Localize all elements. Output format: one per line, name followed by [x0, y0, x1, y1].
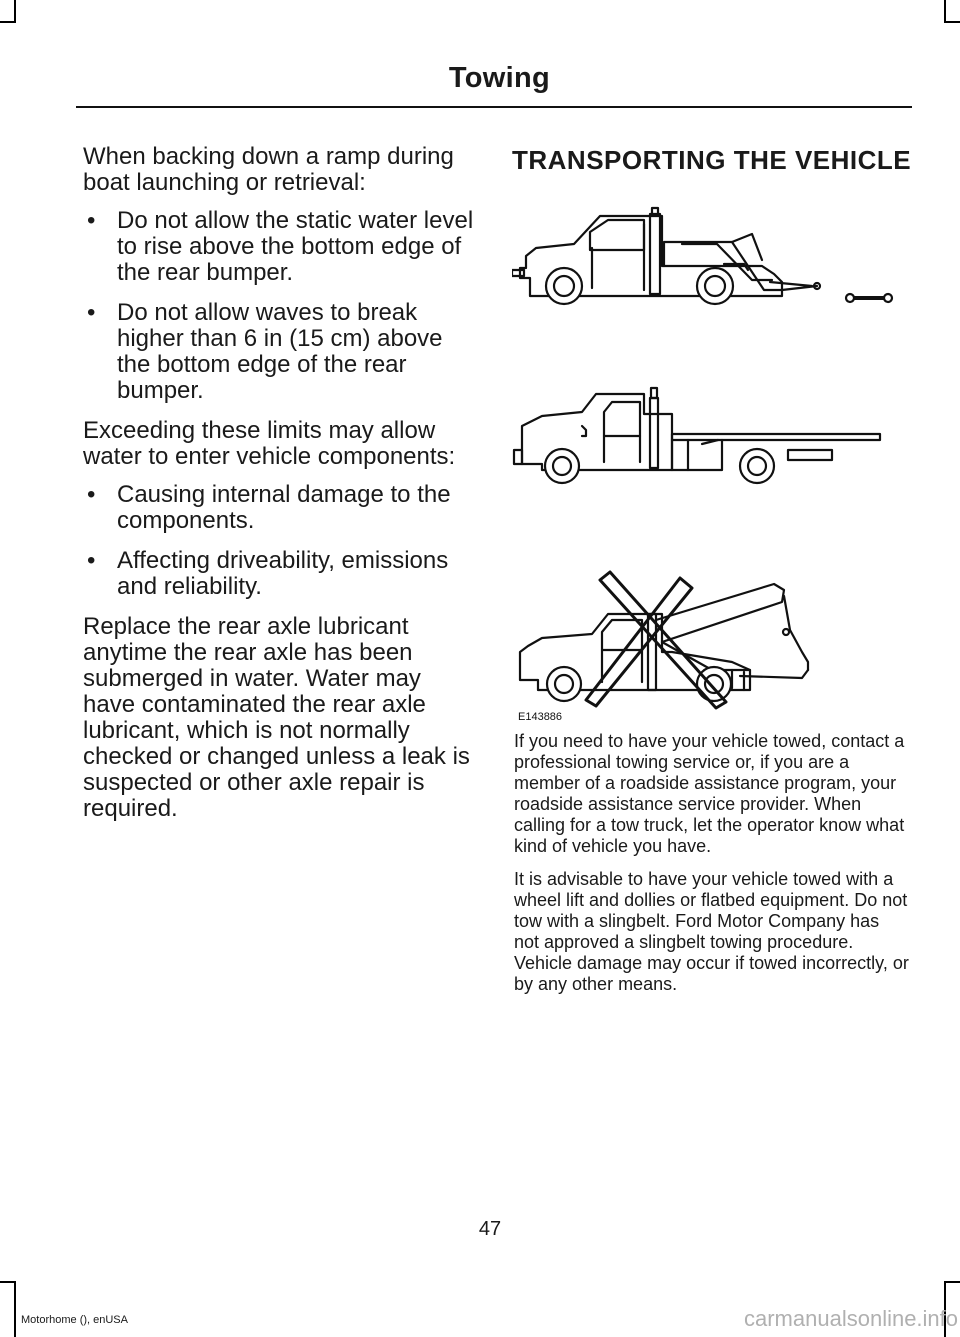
- crop-mark: [14, 0, 16, 22]
- wheel-lift-paragraph: It is advisable to have your vehicle towed with a wheel lift and dollies or flatbed equipment. Do not tow with a slingbelt. Ford Motor Company has not approved a slingbelt towing procedure. Vehicle damage may occur if towed incorrectly, or by any other means.: [514, 869, 909, 994]
- wheel-lift-truck-icon: [512, 208, 892, 304]
- list-item: • Affecting driveability, emissions and reliability.: [83, 548, 478, 600]
- list-item: • Do not allow waves to break higher than 6 in (15 cm) above the bottom edge of the rear bumper.: [83, 300, 478, 404]
- section-heading: TRANSPORTING THE VEHICLE: [512, 145, 912, 175]
- header-divider: [76, 106, 912, 108]
- list-item: • Causing internal damage to the components.: [83, 482, 478, 534]
- figure-label: E143886: [518, 711, 563, 723]
- crop-mark: [0, 21, 16, 23]
- list-item: • Do not allow the static water level to rise above the bottom edge of the rear bumper.: [83, 208, 478, 286]
- crop-mark: [944, 21, 960, 23]
- crop-mark: [0, 1281, 16, 1283]
- page-title: Towing: [448, 62, 550, 94]
- page-number: 47: [478, 1218, 502, 1240]
- right-column: [514, 731, 909, 1007]
- exceeding-paragraph: Exceeding these limits may allow water to enter vehicle components:: [83, 417, 456, 470]
- document-info: Motorhome (), enUSA: [21, 1314, 128, 1326]
- left-column: [83, 144, 478, 834]
- crop-mark: [944, 0, 946, 22]
- bullet-list-damage: [83, 482, 478, 600]
- replace-paragraph: Replace the rear axle lubricant anytime the rear axle has been submerged in water. Water may have contaminated the rear axle lubricant, which is not normally checked or changed unless a leak is suspected or other axle repair is required.: [83, 613, 470, 822]
- flatbed-truck-icon: [514, 388, 880, 483]
- crop-mark: [14, 1281, 16, 1337]
- watermark: carmanualsonline.info: [744, 1306, 959, 1331]
- intro-paragraph: When backing down a ramp during boat launching or retrieval:: [83, 143, 454, 196]
- towing-illustration: [512, 200, 912, 730]
- crop-mark: [944, 1281, 960, 1283]
- bullet-list-water: [83, 208, 478, 404]
- towing-service-paragraph: If you need to have your vehicle towed, contact a professional towing service or, if you are a member of a roadside assistance program, your roadside assistance service provider. When calling for a tow truck, let the operator know what kind of vehicle you have.: [514, 731, 905, 856]
- slingbelt-truck-icon: [520, 584, 808, 701]
